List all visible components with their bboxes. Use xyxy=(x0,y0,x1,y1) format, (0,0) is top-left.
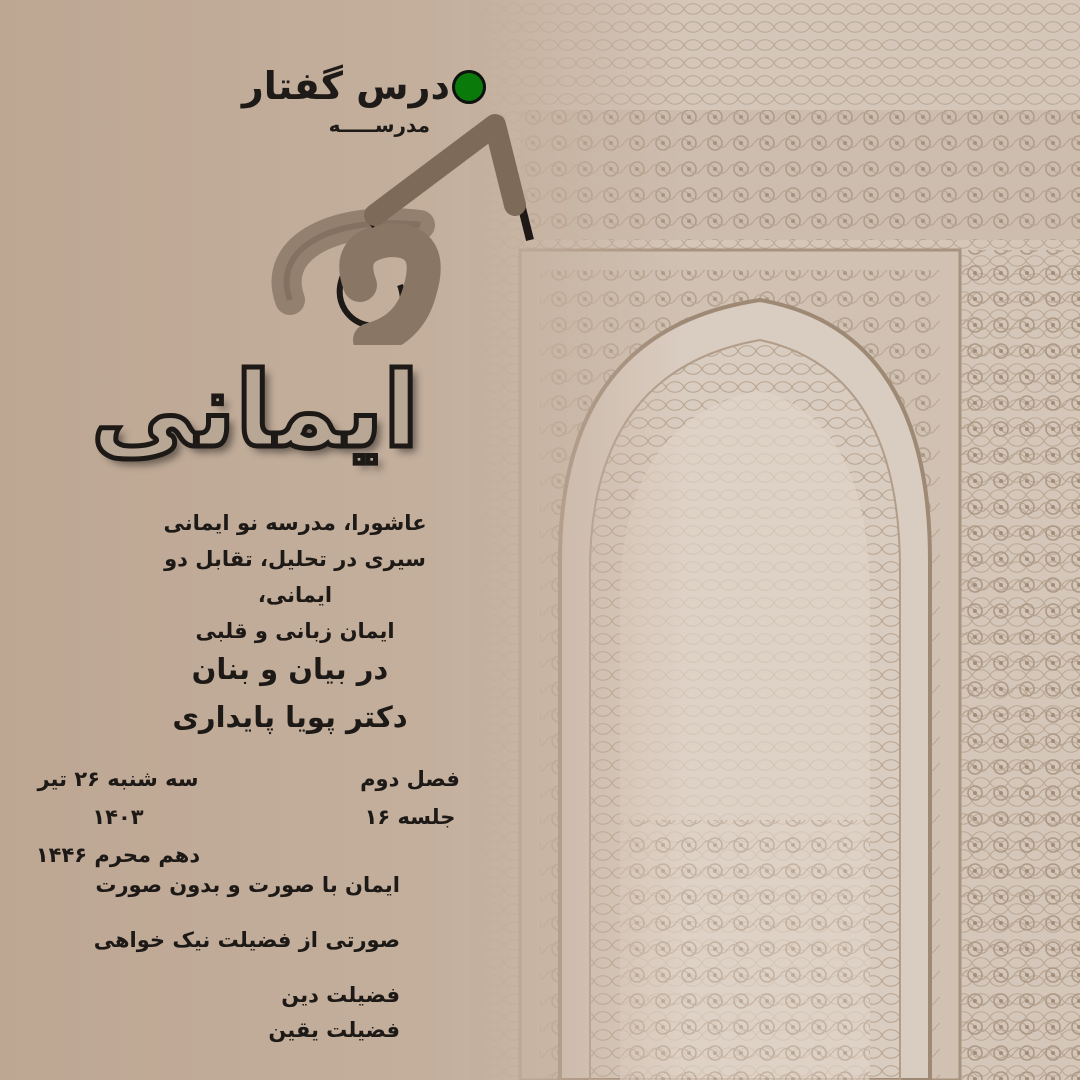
brand-mark-swoosh xyxy=(250,95,550,345)
subtitle-line: عاشورا، مدرسه نو ایمانی xyxy=(163,511,427,535)
topic-item: صورتی از فضیلت نیک خواهی xyxy=(93,928,400,952)
lecture-subtitle xyxy=(140,505,450,649)
topic-item: فضیلت دین xyxy=(281,983,400,1007)
subtitle-line: سیری در تحلیل، تقابل دو ایمانی، xyxy=(164,547,426,607)
date-lunar: دهم محرم ۱۴۴۶ xyxy=(35,843,201,867)
presenter-name: دکتر پویا پایداری xyxy=(172,700,408,734)
presenter-intro: در بیان و بنان xyxy=(191,652,389,686)
logo-subtitle: مدرســـــه xyxy=(328,113,430,137)
subtitle-line: ایمان زبانی و قلبی xyxy=(195,619,395,643)
presenter-block xyxy=(140,645,440,741)
date-block xyxy=(18,760,218,874)
brand-word: ایمانی xyxy=(91,349,419,471)
session-block xyxy=(350,760,470,836)
season-label: فصل دوم xyxy=(360,767,460,791)
topic-item: ایمان با صورت و بدون صورت xyxy=(95,873,400,897)
date-solar: سه شنبه ۲۶ تیر ۱۴۰۳ xyxy=(37,767,199,829)
topic-item: فضیلت یقین xyxy=(268,1018,400,1042)
session-number: جلسه ۱۶ xyxy=(364,805,456,829)
logo-title: درس گفتار xyxy=(241,64,450,108)
